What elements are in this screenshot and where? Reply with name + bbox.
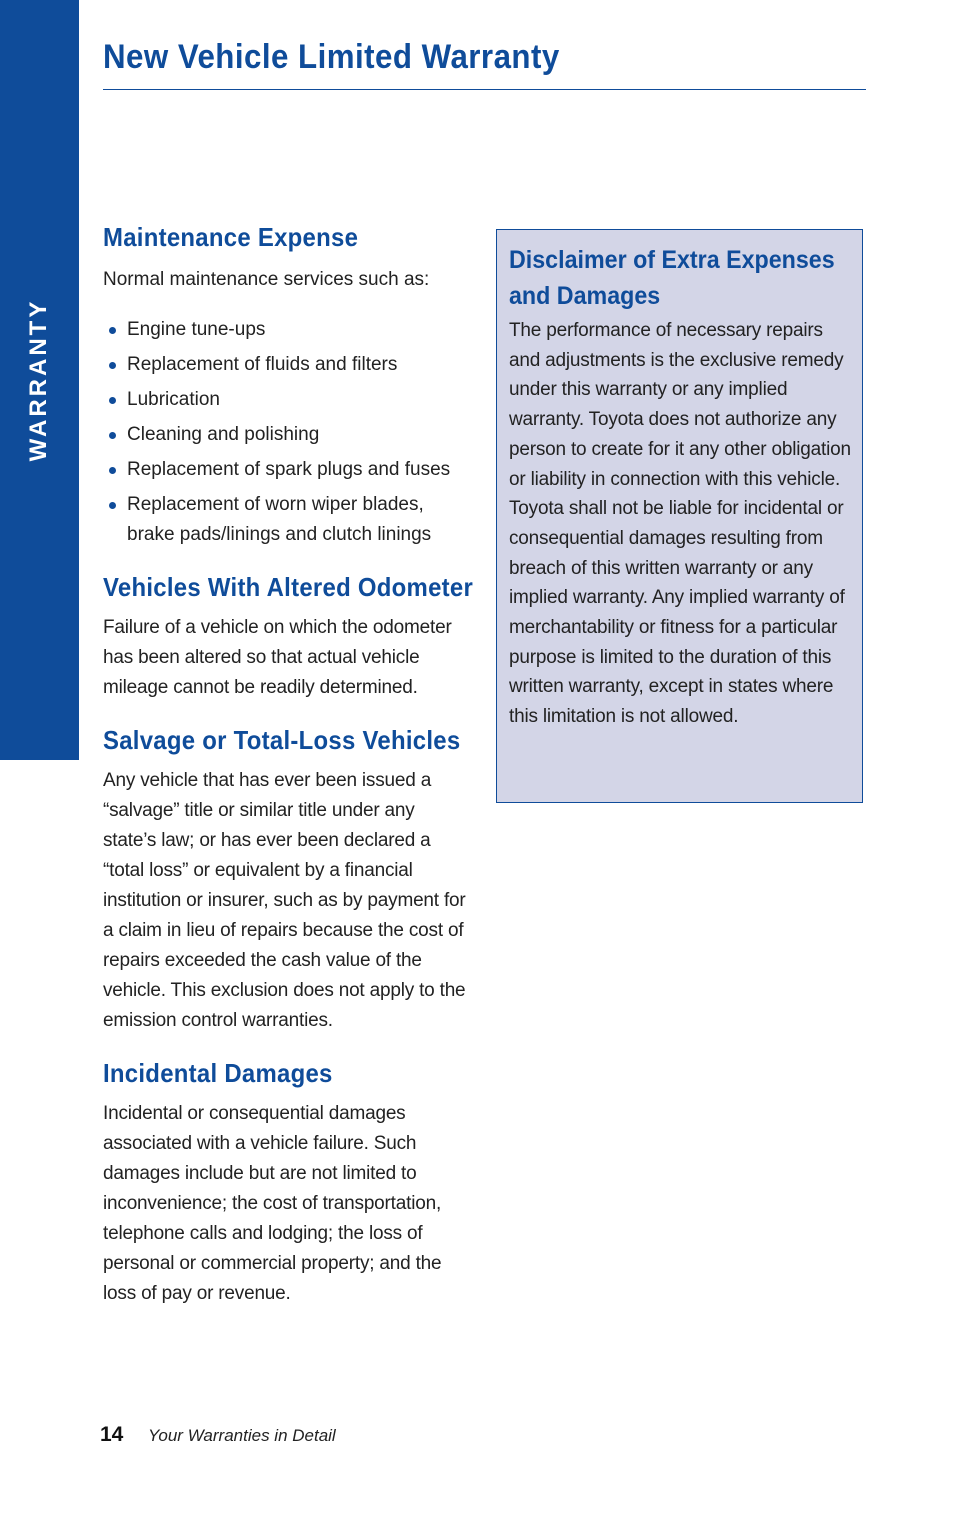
incidental-heading: Incidental Damages <box>103 1058 333 1088</box>
disclaimer-heading: Disclaimer of Extra Expenses and Damages <box>509 246 835 310</box>
left-column <box>103 222 474 1309</box>
maintenance-intro: Normal maintenance services such as: <box>103 269 430 290</box>
footer-text: Your Warranties in Detail <box>148 1426 336 1445</box>
bullet-icon <box>109 467 116 474</box>
disclaimer-box <box>496 229 863 803</box>
disclaimer-body: The performance of necessary repairs and adjustments is the exclusive remedy under this warranty or any implied warranty. Toyota does not authorize any person to create for it any other obligation or liability in connection with this vehicle. Toyota shall not be liable for incidental or consequential damages resulting from breach of this written warranty or any implied warranty. Any implied warranty of merchantability or fitness for a particular purpose is limited to the duration of this written warranty, except in states where this limitation is not allowed. <box>509 320 851 728</box>
list-item-text: Lubrication <box>127 389 220 410</box>
bullet-icon <box>109 502 116 509</box>
bullet-icon <box>109 362 116 369</box>
list-item <box>103 420 471 450</box>
incidental-body: Incidental or consequential damages associated with a vehicle failure. Such damages include but are not limited to inconvenience; the cost of transportation, telephone calls and lodging; the loss of personal or commercial property; and the loss of pay or revenue. <box>103 1103 442 1304</box>
list-item <box>103 490 471 550</box>
bullet-icon <box>109 397 116 404</box>
maintenance-list <box>103 315 471 550</box>
salvage-body: Any vehicle that has ever been issued a “salvage” title or similar title under any state’s law; or has ever been declared a “total loss” or equivalent by a financial institution or insurer, such as by payment for a claim in lieu of repairs because the cost of repairs exceeded the cash value of the vehicle. This exclusion does not apply to the emission control warranties. <box>103 770 466 1031</box>
salvage-section <box>103 725 471 1036</box>
incidental-section <box>103 1058 471 1309</box>
bullet-icon <box>109 432 116 439</box>
side-tab <box>0 0 79 760</box>
title-rule <box>103 89 866 90</box>
list-item-text: Replacement of fluids and filters <box>127 354 398 375</box>
maintenance-heading: Maintenance Expense <box>103 222 359 252</box>
page-title: New Vehicle Limited Warranty <box>103 38 560 76</box>
list-item <box>103 385 471 415</box>
odometer-heading: Vehicles With Altered Odometer <box>103 572 474 602</box>
list-item-text: Cleaning and polishing <box>127 424 320 445</box>
list-item-text: Engine tune-ups <box>127 319 266 340</box>
bullet-icon <box>109 327 116 334</box>
list-item-text: Replacement of spark plugs and fuses <box>127 459 451 480</box>
odometer-body: Failure of a vehicle on which the odometer has been altered so that actual vehicle mileage cannot be readily determined. <box>103 617 452 698</box>
list-item <box>103 350 471 380</box>
list-item <box>103 455 471 485</box>
page-number: 14 <box>100 1423 124 1446</box>
salvage-heading: Salvage or Total-Loss Vehicles <box>103 725 461 755</box>
odometer-section <box>103 572 474 703</box>
list-item <box>103 315 471 345</box>
list-item-text: Replacement of worn wiper blades, brake pads/linings and clutch linings <box>127 494 432 545</box>
maintenance-section <box>103 222 471 550</box>
side-tab-label: WARRANTY <box>25 298 52 462</box>
